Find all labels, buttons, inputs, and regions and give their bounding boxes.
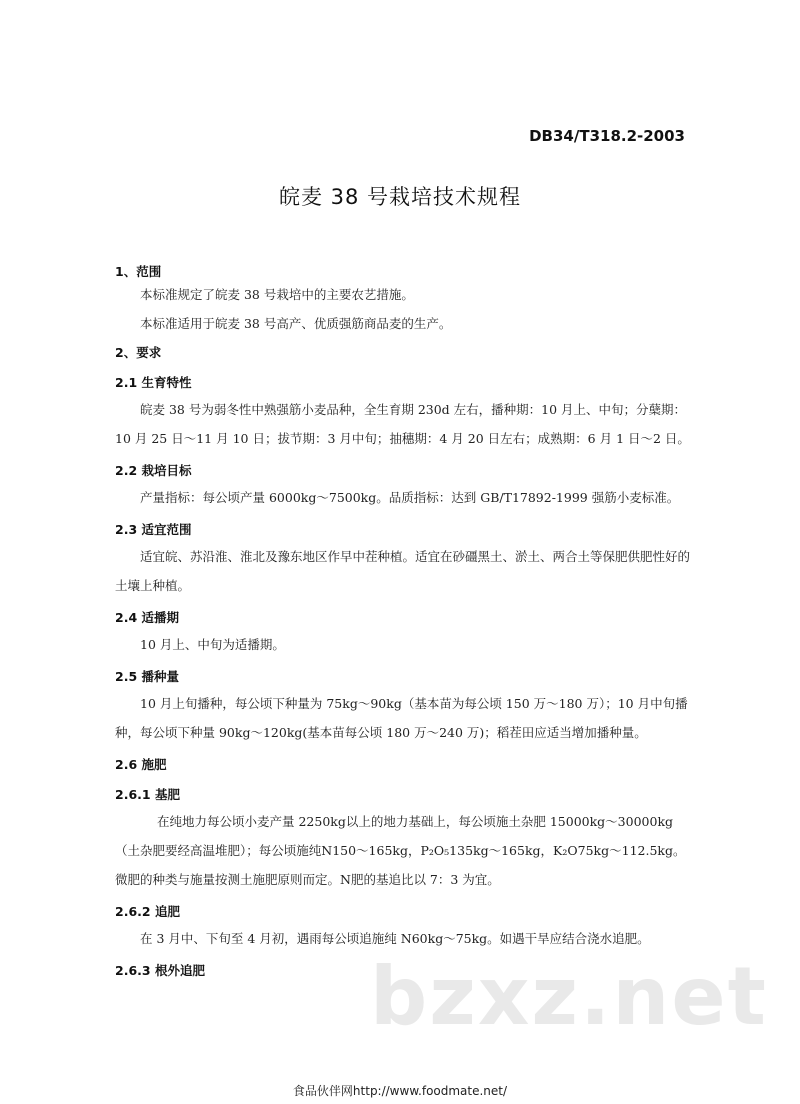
paragraph: 本标准适用于皖麦 38 号高产、优质强筋商品麦的生产。 <box>140 316 452 331</box>
section-suitable-range <box>115 520 690 600</box>
paragraph: 本标准规定了皖麦 38 号栽培中的主要农艺措施。 <box>140 287 414 302</box>
section-heading: 2.6.2 追肥 <box>115 904 180 919</box>
section-base-fertilizer <box>115 785 690 894</box>
document-title: 皖麦 38 号栽培技术规程 <box>278 185 522 209</box>
section-heading: 2.6 施肥 <box>115 757 167 772</box>
section-cultivation-target <box>115 461 690 512</box>
document-body <box>115 262 690 979</box>
section-heading: 2.2 栽培目标 <box>115 463 192 478</box>
watermark: bzxz.net <box>370 950 768 1043</box>
paragraph: 适宜皖、苏沿淮、淮北及豫东地区作早中茬种植。适宜在砂礓黑土、淤土、两合土等保肥供肥性好的土壤上种植。 <box>115 549 691 593</box>
section-scope <box>115 262 690 338</box>
document-code: DB34/T318.2-2003 <box>529 127 685 145</box>
footer-source: 食品伙伴网http://www.foodmate.net/ <box>292 1084 508 1098</box>
section-seeding-rate <box>115 667 690 747</box>
section-heading: 2、要求 <box>115 345 162 360</box>
paragraph: 产量指标：每公顷产量 6000kg～7500kg。品质指标：达到 GB/T17892-1999 强筋小麦标准。 <box>140 490 680 505</box>
paragraph: 10 月上旬播种，每公顷下种量为 75kg～90kg（基本苗为每公顷 150 万～180 万）；10 月中旬播种，每公顷下种量 90kg～120kg(基本苗每公顷 180 万～240 万)；稻茬田应适当增加播种量。 <box>115 696 688 740</box>
section-growth-characteristics <box>115 373 690 453</box>
paragraph: 皖麦 38 号为弱冬性中熟强筋小麦品种，全生育期 230d 左右，播种期：10 月上、中旬；分蘖期：10 月 25 日～11 月 10 日；拔节期：3 月中旬；抽穗期：4 月 20 日左右；成熟期：6 月 1 日～2 日。 <box>115 402 690 446</box>
paragraph: 在 3 月中、下旬至 4 月初，遇雨每公顷追施纯 N60kg～75kg。如遇干旱应结合浇水追肥。 <box>140 931 650 946</box>
section-heading: 2.6.1 基肥 <box>115 787 180 802</box>
paragraph: 在纯地力每公顷小麦产量 2250kg以上的地力基础上，每公顷施土杂肥 15000kg～30000kg（土杂肥要经高温堆肥）；每公顷施纯N150～165kg，P₂O₅135kg～165kg，K₂O75kg～112.5kg。微肥的种类与施量按测土施肥原则而定。N肥的基追比以 7：3 为宜。 <box>115 814 686 887</box>
section-heading: 2.4 适播期 <box>115 610 179 625</box>
paragraph: 10 月上、中旬为适播期。 <box>140 637 285 652</box>
section-heading: 1、范围 <box>115 264 162 279</box>
section-heading: 2.6.3 根外追肥 <box>115 963 205 978</box>
section-topdressing <box>115 902 690 953</box>
section-sowing-period <box>115 608 690 659</box>
section-heading: 2.1 生育特性 <box>115 375 192 390</box>
section-heading: 2.3 适宜范围 <box>115 522 192 537</box>
section-heading: 2.5 播种量 <box>115 669 179 684</box>
